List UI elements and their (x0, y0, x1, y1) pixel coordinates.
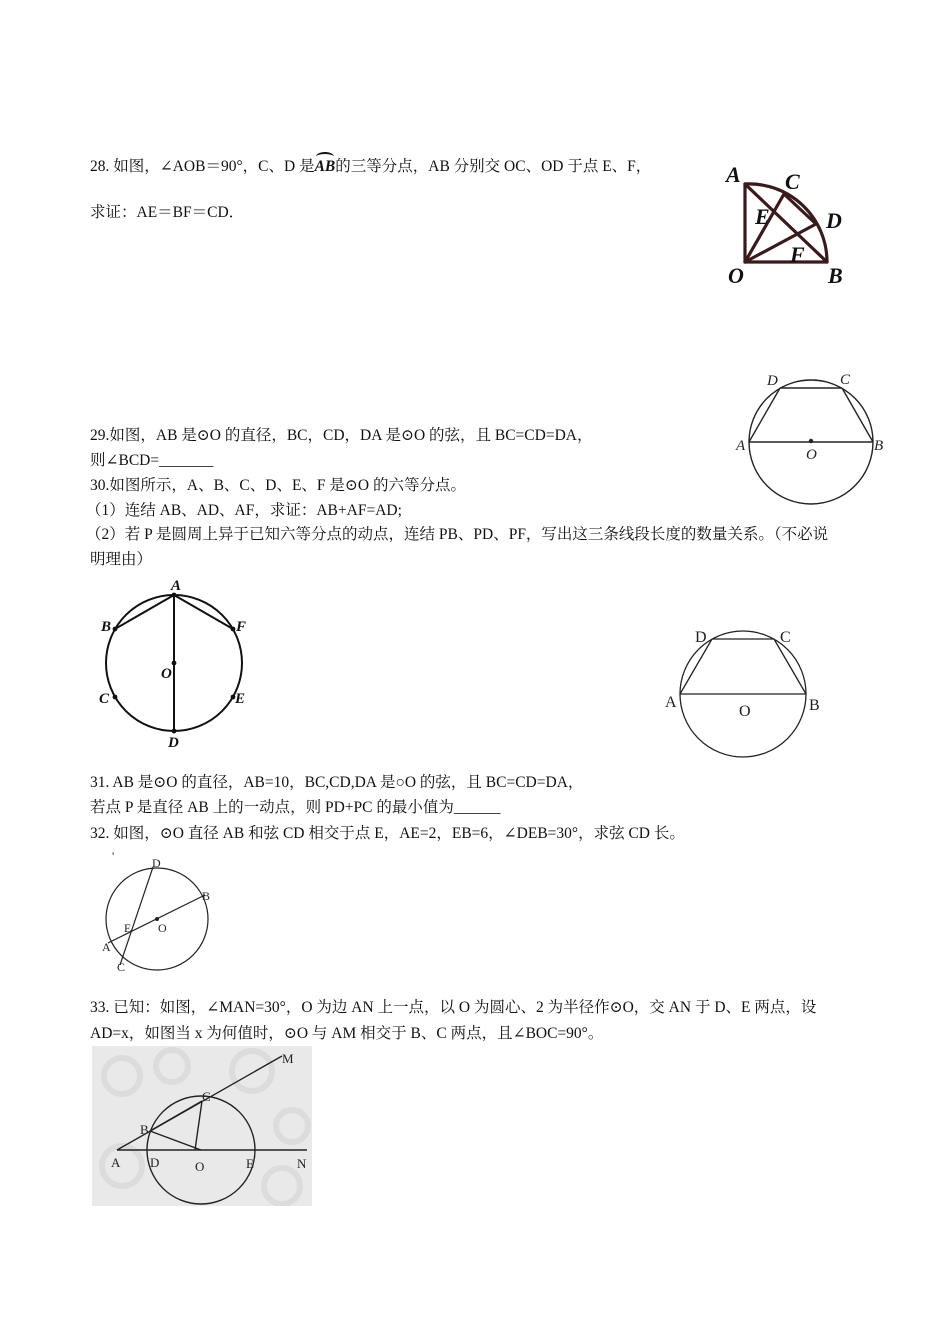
q32-figure (92, 850, 222, 975)
q33-label-m: M (282, 1051, 294, 1066)
q32-label-b: B (202, 889, 211, 903)
q32-line1: 32. 如图，⊙O 直径 AB 和弦 CD 相交于点 E，AE=2，EB=6，∠DEB=30°，求弦 CD 长。 (90, 825, 685, 842)
q29-label-b: B (874, 438, 884, 454)
q30-line1: 30.如图所示，A、B、C、D、E、F 是⊙O 的六等分点。 (90, 477, 466, 494)
q31-label-o: O (739, 703, 751, 720)
q33-label-d: D (150, 1155, 160, 1170)
q28-label-c: C (785, 169, 800, 194)
q33-label-n: N (297, 1156, 307, 1171)
q28-line1 (90, 157, 651, 177)
q33-label-o: O (195, 1159, 205, 1174)
q29-label-c: C (840, 372, 851, 388)
q30-line4: 明理由） (90, 551, 153, 568)
q33-label-a: A (111, 1155, 121, 1170)
q28-line1-pre: 28. 如图，∠AOB＝90°，C、D 是 (90, 158, 315, 175)
q30-line3: （2）若 P 是圆周上异于已知六等分点的动点，连结 PB、PD、PF，写出这三条线段长度的数量关系。（不必说 (86, 526, 829, 543)
q33-label-c: C (202, 1089, 211, 1104)
q30-label-b: B (101, 619, 112, 635)
q32-label-o: O (158, 921, 167, 935)
q33-figure (92, 1046, 312, 1206)
q28-label-d: D (826, 208, 842, 233)
q31-label-d: D (695, 629, 707, 646)
q30-label-f: F (236, 619, 247, 635)
q31-figure (660, 622, 830, 764)
q32-label-c: C (117, 960, 126, 974)
q29-figure (733, 368, 893, 506)
q31-line1: 31. AB 是⊙O 的直径，AB=10，BC,CD,DA 是○O 的弦，且 BC=CD=DA， (90, 774, 584, 791)
q28-figure (722, 162, 862, 292)
q29-label-o: O (806, 447, 817, 463)
arc-ab-label: AB (314, 158, 336, 175)
q32-label-a: A (102, 940, 111, 954)
q31-label-b: B (809, 697, 820, 714)
q33-label-e: E (246, 1156, 254, 1171)
q32-label-d: D (152, 856, 161, 870)
q29-label-d: D (767, 373, 778, 389)
q28-label-a: A (726, 162, 741, 187)
q33-line2: AD=x，如图当 x 为何值时，⊙O 与 AM 相交于 B、C 两点，且∠BOC=90°。 (90, 1025, 604, 1042)
q30-label-c: C (99, 691, 110, 707)
q30-label-o: O (161, 666, 172, 682)
q28-line2: 求证：AE＝BF＝CD． (90, 204, 245, 221)
q31-label-c: C (780, 629, 791, 646)
q33-label-b: B (140, 1122, 149, 1137)
q28-label-b: B (828, 263, 843, 288)
q32-label-e: E (124, 921, 132, 935)
q31-line2: 若点 P 是直径 AB 上的一动点，则 PD+PC 的最小值为______ (90, 799, 501, 816)
q28-label-e: E (755, 204, 770, 229)
q30-label-a: A (171, 578, 182, 594)
q29-label-a: A (736, 438, 746, 454)
q28-label-o: O (728, 263, 744, 288)
q30-label-e: E (235, 691, 246, 707)
q30-label-d: D (168, 735, 179, 751)
q30-figure (95, 576, 255, 751)
q30-line2: （1）连结 AB、AD、AF，求证：AB+AF=AD; (86, 502, 402, 519)
q32-tick: ' (112, 850, 115, 863)
q31-label-a: A (665, 694, 677, 711)
q29-line1: 29.如图，AB 是⊙O 的直径，BC，CD，DA 是⊙O 的弦，且 BC=CD=DA， (90, 427, 593, 444)
q29-line2: 则∠BCD=_______ (90, 452, 214, 469)
q33-line1: 33. 已知：如图，∠MAN=30°，O 为边 AN 上一点，以 O 为圆心、2 为半径作⊙O，交 AN 于 D、E 两点，设 (90, 999, 817, 1016)
q28-line1-post: 的三等分点，AB 分别交 OC、OD 于点 E、F， (335, 158, 652, 175)
q28-label-f: F (790, 242, 805, 267)
